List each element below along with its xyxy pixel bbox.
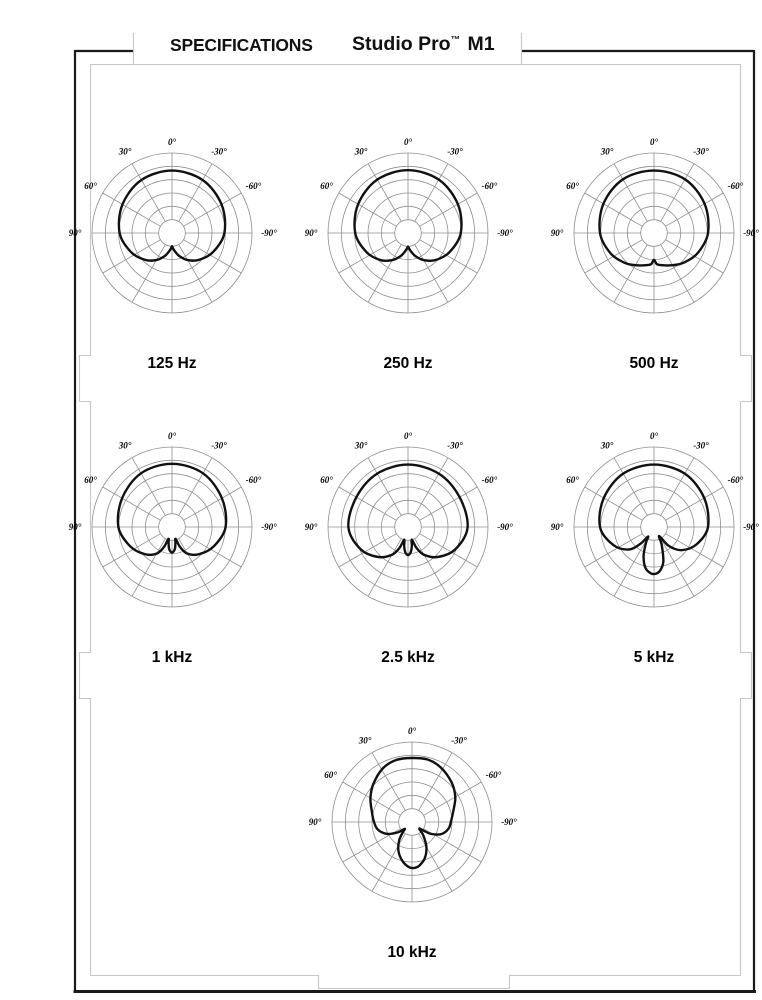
angle-label: 0° [649,137,659,147]
angle-label: -60° [245,475,262,485]
angle-label: 90° [68,522,82,532]
polar-chart-1khz [52,407,292,647]
plot-caption: 2.5 kHz [381,649,435,666]
polar-grid-ring [395,514,422,541]
angle-label: 60° [566,181,579,191]
angle-label: 90° [550,228,564,238]
polar-plot-1khz [52,407,292,666]
angle-label: 90° [304,228,318,238]
angle-label: -90° [501,817,517,827]
angle-label: 90° [550,522,564,532]
angle-label: 0° [167,431,177,441]
angle-label: 30° [354,146,368,157]
angle-label: 60° [320,181,333,191]
angle-label: -90° [743,522,759,532]
angle-label: 0° [167,137,177,147]
polar-chart-10khz [292,702,532,942]
angle-label: -60° [481,475,498,485]
polar-plot-2-5khz [288,407,528,666]
angle-label: -90° [261,228,277,238]
angle-label: -90° [497,522,513,532]
polar-plot-500hz [534,113,762,372]
polar-grid-ring [641,514,668,541]
angle-label: 90° [308,817,322,827]
angle-label: -60° [485,770,502,780]
angle-label: 0° [403,137,413,147]
polar-plot-250hz [288,113,528,372]
plot-caption: 1 kHz [151,649,193,666]
angle-label: -30° [451,735,467,746]
angle-label: 60° [566,475,579,485]
angle-label: 60° [84,475,97,485]
angle-label: -30° [447,440,463,451]
product-brand: Studio Pro [352,33,451,55]
angle-label: -60° [481,181,498,191]
angle-label: 60° [324,770,337,780]
angle-label: 30° [118,146,132,157]
angle-label: 30° [600,440,614,451]
polar-plot-10khz [292,702,532,961]
polar-chart-5khz [534,407,762,647]
angle-label: 30° [600,146,614,157]
polar-chart-125hz [52,113,292,353]
angle-label: 90° [68,228,82,238]
angle-label: 0° [649,431,659,441]
angle-label: -90° [261,522,277,532]
plot-caption: 250 Hz [383,355,433,372]
angle-label: 30° [358,735,372,746]
polar-chart-2-5khz [288,407,528,647]
polar-response-curve [370,758,455,868]
angle-label: 60° [320,475,333,485]
angle-label: -30° [693,146,709,157]
angle-label: -60° [727,475,744,485]
angle-label: -30° [211,146,227,157]
angle-label: -90° [497,228,513,238]
angle-label: 30° [118,440,132,451]
angle-label: -90° [743,228,759,238]
plot-caption: 5 kHz [633,649,675,666]
angle-label: -30° [693,440,709,451]
angle-label: 30° [354,440,368,451]
angle-label: -60° [245,181,262,191]
polar-grid-ring [395,220,422,247]
angle-label: -30° [447,146,463,157]
angle-label: 90° [304,522,318,532]
angle-label: 60° [84,181,97,191]
product-name [352,33,495,56]
angle-label: 0° [407,726,417,736]
plot-caption: 10 kHz [387,944,437,961]
angle-label: 0° [403,431,413,441]
angle-label: -30° [211,440,227,451]
trademark-symbol: ™ [450,34,461,46]
polar-grid-ring [641,220,668,247]
page-title: SPECIFICATIONS [170,35,313,55]
polar-chart-250hz [288,113,528,353]
plot-caption: 125 Hz [147,355,197,372]
polar-grid-ring [159,220,186,247]
angle-label: -60° [727,181,744,191]
polar-plot-125hz [52,113,292,372]
plot-caption: 500 Hz [629,355,679,372]
product-model: M1 [467,33,495,55]
polar-chart-500hz [534,113,762,353]
polar-plot-5khz [534,407,762,666]
polar-grid-ring [159,514,186,541]
